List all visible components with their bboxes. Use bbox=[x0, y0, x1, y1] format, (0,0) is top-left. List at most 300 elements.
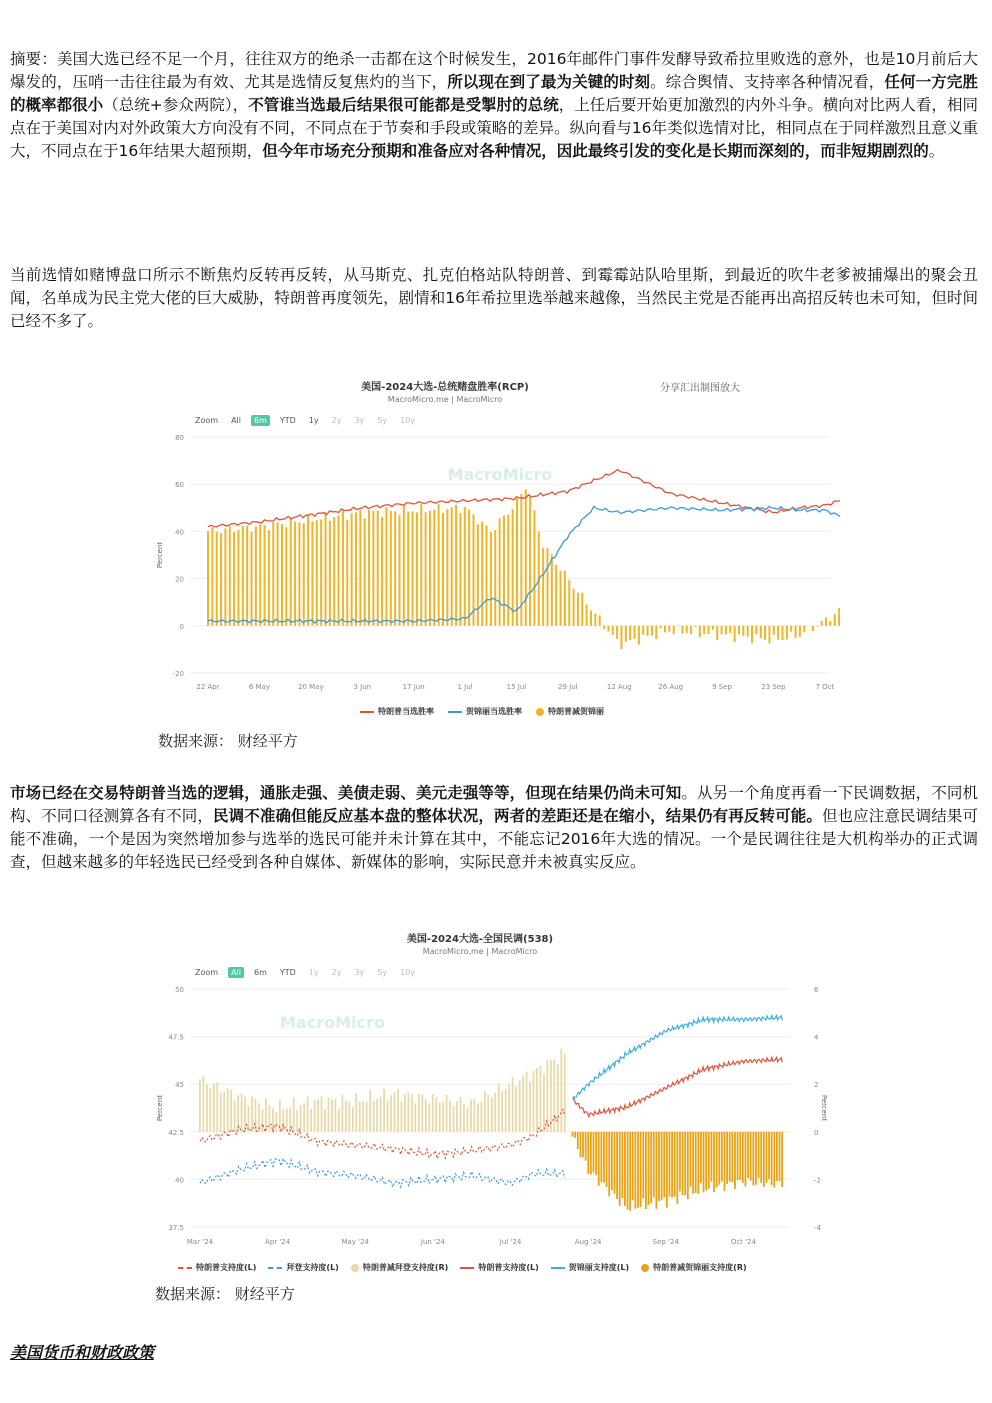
bar bbox=[298, 523, 300, 626]
trump-biden-diff-bar bbox=[425, 1099, 427, 1132]
trump-harris-diff-bar bbox=[619, 1132, 621, 1206]
trump-harris-diff-bar bbox=[653, 1132, 655, 1198]
trump-biden-diff-bar bbox=[331, 1099, 333, 1132]
x-tick-label: 29 Jul bbox=[558, 683, 578, 691]
bar bbox=[799, 626, 801, 637]
zoom-3y-button[interactable]: 3y bbox=[354, 416, 365, 425]
bar bbox=[760, 626, 762, 638]
trump-biden-diff-bar bbox=[335, 1099, 337, 1132]
bar bbox=[342, 511, 344, 626]
y-tick-label: 50 bbox=[175, 986, 184, 994]
trump-biden-diff-bar bbox=[338, 1109, 340, 1132]
trump-harris-diff-bar bbox=[642, 1132, 644, 1199]
trump-harris-diff-bar bbox=[737, 1132, 739, 1180]
chart1-source: 数据来源： 财经平方 bbox=[158, 732, 298, 750]
trump-biden-diff-bar bbox=[328, 1097, 330, 1132]
bar bbox=[368, 510, 370, 626]
bar bbox=[464, 507, 466, 626]
trump-harris-diff-bar bbox=[771, 1132, 773, 1185]
zoom-ytd-button[interactable]: YTD bbox=[279, 968, 296, 977]
trump-harris-diff-bar bbox=[745, 1132, 747, 1187]
bar bbox=[708, 626, 710, 634]
zoom-3y-button[interactable]: 3y bbox=[354, 968, 365, 977]
trump-harris-diff-bar bbox=[674, 1132, 676, 1197]
bar bbox=[207, 531, 209, 625]
trump-harris-diff-bar bbox=[734, 1132, 736, 1189]
chart-title: 美国-2024大选-总统赌盘胜率(RCP) bbox=[361, 382, 529, 393]
trump-biden-diff-bar bbox=[501, 1091, 503, 1132]
legend-swatch bbox=[360, 711, 374, 713]
chart2-source: 数据来源： 财经平方 bbox=[155, 1285, 295, 1303]
trump-harris-diff-bar bbox=[700, 1132, 702, 1183]
trump-biden-diff-bar bbox=[421, 1094, 423, 1132]
bold-text-run: 不管谁当选最后结果很可能都是受掣肘的总统 bbox=[248, 96, 559, 114]
trump-biden-diff-bar bbox=[373, 1101, 375, 1132]
trump-harris-diff-bar bbox=[710, 1132, 712, 1182]
bar bbox=[694, 626, 696, 627]
text-run: 。 bbox=[928, 142, 945, 160]
national-poll-chart bbox=[150, 922, 840, 1274]
zoom-5y-button[interactable]: 5y bbox=[377, 416, 388, 425]
zoom-1y-button[interactable]: 1y bbox=[308, 416, 319, 425]
trump-harris-diff-bar bbox=[663, 1132, 665, 1198]
bar bbox=[364, 518, 366, 626]
trump-biden-diff-bar bbox=[480, 1102, 482, 1132]
y-tick-label: 37.5 bbox=[168, 1224, 184, 1232]
trump-harris-diff-bar bbox=[703, 1132, 705, 1193]
trump-harris-diff-bar bbox=[645, 1132, 647, 1209]
text-run: 。综合舆情、支持率各种情况看， bbox=[650, 73, 885, 91]
trump-biden-diff-bar bbox=[397, 1090, 399, 1132]
trump-biden-diff-bar bbox=[529, 1081, 531, 1131]
trump-harris-diff-bar bbox=[690, 1132, 692, 1187]
trump-biden-diff-bar bbox=[324, 1109, 326, 1132]
bar bbox=[729, 626, 731, 633]
trump-harris-diff-bar bbox=[742, 1132, 744, 1183]
trump-biden-diff-bar bbox=[560, 1048, 562, 1131]
trump-harris-diff-bar bbox=[758, 1132, 760, 1178]
bar bbox=[816, 626, 818, 627]
chart2-legend bbox=[178, 1262, 747, 1273]
trump-biden-diff-bar bbox=[220, 1093, 222, 1132]
trump-biden-diff-bar bbox=[463, 1104, 465, 1132]
trump-harris-diff-bar bbox=[687, 1132, 689, 1199]
bar bbox=[782, 626, 784, 640]
trump-biden-diff-bar bbox=[418, 1094, 420, 1132]
legend-item bbox=[551, 1262, 629, 1273]
bar bbox=[438, 504, 440, 626]
trump-harris-diff-bar bbox=[760, 1132, 762, 1183]
bar bbox=[586, 605, 588, 626]
trump-harris-diff-bar bbox=[721, 1132, 723, 1182]
trump-biden-diff-bar bbox=[286, 1108, 288, 1131]
chart1-plot bbox=[150, 370, 840, 700]
bar bbox=[516, 498, 518, 626]
bold-text-run: 但今年市场充分预期和准备应对各种情况，因此最终引发的变化是长期而深刻的，而非短期剧烈的 bbox=[262, 142, 929, 160]
x-tick-label: 7 Oct bbox=[815, 683, 835, 691]
bar bbox=[655, 626, 657, 639]
bar bbox=[425, 512, 427, 626]
trump-biden-diff-bar bbox=[407, 1093, 409, 1132]
trump-biden-diff-bar bbox=[387, 1101, 389, 1132]
trump-harris-diff-bar bbox=[666, 1132, 668, 1208]
section-heading: 美国货币和财政政策 bbox=[10, 1343, 155, 1362]
legend-label: 贺锦丽当选胜率 bbox=[466, 707, 522, 716]
trump-biden-diff-bar bbox=[213, 1083, 215, 1131]
bar bbox=[560, 571, 562, 626]
bar bbox=[320, 519, 322, 625]
text-run: 。从另一个角度再看一下民调数据，不同机构、不同口径测算各有不同， bbox=[10, 784, 978, 825]
trump-harris-diff-bar bbox=[776, 1132, 778, 1181]
bar bbox=[803, 626, 805, 632]
trump-harris-diff-bar bbox=[582, 1132, 584, 1158]
bar bbox=[612, 626, 614, 635]
bar bbox=[503, 515, 505, 625]
trump-harris-diff-bar bbox=[611, 1132, 613, 1190]
biden-line bbox=[200, 1159, 565, 1188]
trump-biden-diff-bar bbox=[460, 1097, 462, 1132]
y2-tick-label: -4 bbox=[814, 1224, 821, 1232]
trump-biden-diff-bar bbox=[199, 1079, 201, 1131]
trump-harris-diff-bar bbox=[697, 1132, 699, 1194]
trump-biden-diff-bar bbox=[470, 1100, 472, 1132]
trump-biden-diff-bar bbox=[345, 1100, 347, 1131]
trump-biden-diff-bar bbox=[477, 1103, 479, 1131]
legend-swatch bbox=[460, 1267, 474, 1269]
x-tick-label: Mar '24 bbox=[186, 1238, 214, 1246]
trump-biden-diff-bar bbox=[366, 1102, 368, 1132]
trump-biden-diff-bar bbox=[317, 1099, 319, 1131]
trump-harris-diff-bar bbox=[766, 1132, 768, 1183]
trump-harris-diff-bar bbox=[724, 1132, 726, 1191]
trump-biden-diff-bar bbox=[515, 1087, 517, 1132]
bar bbox=[494, 530, 496, 626]
bar bbox=[433, 510, 435, 626]
trump-harris-diff-bar bbox=[606, 1132, 608, 1187]
trump-harris-diff-bar bbox=[593, 1132, 595, 1173]
trump-biden-diff-bar bbox=[227, 1088, 229, 1132]
trump-biden-diff-bar bbox=[401, 1102, 403, 1132]
bar bbox=[359, 510, 361, 626]
bar bbox=[351, 513, 353, 626]
trump-harris-diff-bar bbox=[648, 1132, 650, 1205]
bar bbox=[237, 530, 239, 626]
x-tick-label: 22 Apr bbox=[196, 683, 220, 691]
bar bbox=[512, 509, 514, 626]
bar bbox=[825, 618, 827, 626]
bar bbox=[338, 516, 340, 626]
trump-harris-diff-bar bbox=[676, 1132, 678, 1204]
bar bbox=[542, 548, 544, 626]
trump-biden-diff-bar bbox=[442, 1102, 444, 1131]
trump-harris-diff-bar bbox=[684, 1132, 686, 1195]
zoom-ytd-button[interactable]: YTD bbox=[279, 416, 296, 425]
trump-biden-diff-bar bbox=[519, 1081, 521, 1132]
trump-biden-diff-bar bbox=[362, 1101, 364, 1132]
trump-harris-diff-bar bbox=[574, 1132, 576, 1138]
legend-item bbox=[641, 1262, 746, 1273]
trump-harris-diff-bar bbox=[585, 1132, 587, 1161]
trump-biden-diff-bar bbox=[380, 1097, 382, 1132]
legend-item bbox=[360, 706, 434, 717]
bar bbox=[381, 517, 383, 626]
bar bbox=[555, 565, 557, 626]
trump-biden-diff-bar bbox=[536, 1068, 538, 1132]
bar bbox=[329, 521, 331, 626]
trump-biden-diff-bar bbox=[533, 1071, 535, 1132]
trump-biden-diff-bar bbox=[439, 1103, 441, 1132]
bar bbox=[307, 515, 309, 626]
bar bbox=[294, 522, 296, 626]
text-run: 但也应注意民调结果可能不准确，一个是因为突然增加参与选举的选民可能并未计算在其中，不能忘记2016年大选的情况。一个是民调往往是大机构举办的正式调查，但越来越多的年轻选民已经受到各种自媒体、新媒体的影响，实际民意并未被真实反应。 bbox=[10, 807, 978, 871]
trump-biden-diff-bar bbox=[557, 1064, 559, 1132]
trump-biden-diff-bar bbox=[310, 1109, 312, 1132]
legend-item bbox=[351, 1262, 448, 1273]
trump-biden-diff-bar bbox=[341, 1095, 343, 1132]
zoom-all-button[interactable]: All bbox=[228, 967, 244, 978]
x-tick-label: Jul '24 bbox=[499, 1238, 522, 1246]
bar bbox=[629, 626, 631, 640]
bar bbox=[673, 626, 675, 634]
bar bbox=[490, 532, 492, 626]
bar bbox=[211, 527, 213, 625]
bar bbox=[725, 626, 727, 635]
trump-biden-diff-bar bbox=[355, 1093, 357, 1132]
share-export-zoom-link[interactable]: 分享汇出制图放大 bbox=[660, 383, 740, 394]
bar bbox=[216, 532, 218, 626]
trump-biden-diff-bar bbox=[487, 1095, 489, 1132]
trump-biden-diff-bar bbox=[494, 1093, 496, 1132]
trump-harris-diff-bar bbox=[637, 1132, 639, 1208]
y2-tick-label: 0 bbox=[814, 1128, 819, 1137]
trump-harris-diff-bar bbox=[595, 1132, 597, 1175]
zoom-2y-button[interactable]: 2y bbox=[331, 416, 342, 425]
x-tick-label: 20 May bbox=[298, 683, 324, 691]
y-tick-label: 47.5 bbox=[168, 1033, 184, 1042]
betting-odds-chart bbox=[150, 370, 840, 720]
bar bbox=[768, 626, 770, 644]
bar bbox=[686, 626, 688, 633]
legend-swatch bbox=[551, 1267, 565, 1269]
trump-biden-diff-bar bbox=[428, 1103, 430, 1132]
trump-harris-diff-bar bbox=[627, 1132, 629, 1210]
trump-biden-diff-bar bbox=[241, 1094, 243, 1132]
trump-biden-diff-bar bbox=[512, 1077, 514, 1132]
bar bbox=[590, 611, 592, 626]
bar bbox=[355, 512, 357, 625]
trump-biden-diff-bar bbox=[307, 1096, 309, 1132]
bar bbox=[834, 614, 836, 626]
bar bbox=[738, 626, 740, 635]
trump-harris-diff-bar bbox=[752, 1132, 754, 1186]
bar bbox=[316, 520, 318, 626]
bar bbox=[281, 524, 283, 626]
bar bbox=[416, 512, 418, 625]
zoom-6m-button[interactable]: 6m bbox=[251, 415, 270, 426]
bar bbox=[451, 507, 453, 626]
x-tick-label: 17 Jun bbox=[402, 683, 425, 691]
text-run: ，上任后要开始更加激烈的内外斗争。横向对比两人看，相同点在于美国对内对外政策大方向没有不同，不同点在于节奏和手段或策略的差异。纵向看与16年类似选情对比，相同点在于同样激烈且意义重大，不同点在于16年结果大超预期， bbox=[10, 96, 978, 160]
bar bbox=[607, 626, 609, 632]
trump-biden-diff-bar bbox=[223, 1092, 225, 1132]
bar bbox=[568, 580, 570, 626]
trump-harris-diff-bar bbox=[682, 1132, 684, 1195]
bar bbox=[399, 515, 401, 626]
x-tick-label: 1 Jul bbox=[457, 683, 473, 691]
bar bbox=[786, 626, 788, 640]
y2-tick-label: 2 bbox=[814, 1081, 819, 1090]
bar bbox=[764, 626, 766, 640]
bar bbox=[486, 525, 488, 625]
bar bbox=[481, 521, 483, 625]
bar bbox=[599, 615, 601, 625]
trump-harris-diff-bar bbox=[695, 1132, 697, 1193]
bar bbox=[420, 504, 422, 626]
bar bbox=[259, 524, 261, 626]
legend-label: 特朗普当选胜率 bbox=[378, 707, 434, 716]
bar bbox=[829, 621, 831, 626]
trump-biden-diff-bar bbox=[491, 1097, 493, 1132]
zoom-all-button[interactable]: All bbox=[231, 416, 241, 425]
trump-biden-diff-bar bbox=[289, 1108, 291, 1132]
trump-harris-diff-bar bbox=[705, 1132, 707, 1190]
trump-harris-diff-bar bbox=[614, 1132, 616, 1194]
trump-biden-diff-bar bbox=[505, 1090, 507, 1132]
trump-biden-diff-bar bbox=[474, 1099, 476, 1132]
x-tick-label: 3 Jun bbox=[353, 683, 372, 691]
x-tick-label: 6 May bbox=[248, 683, 270, 691]
legend-item bbox=[448, 706, 522, 717]
trump-biden-diff-bar bbox=[550, 1060, 552, 1132]
bar bbox=[664, 626, 666, 633]
zoom-6m-button[interactable]: 6m bbox=[253, 968, 267, 977]
bar bbox=[412, 511, 414, 625]
x-tick-label: 26 Aug bbox=[658, 683, 684, 691]
trump-harris-diff-bar bbox=[729, 1132, 731, 1182]
trump-biden-diff-bar bbox=[414, 1103, 416, 1132]
zoom-10y-button[interactable]: 10y bbox=[400, 968, 416, 977]
text-run: （总统+参众两院）， bbox=[103, 96, 249, 114]
chart2-plot bbox=[150, 922, 840, 1257]
trump-harris-diff-bar bbox=[658, 1132, 660, 1201]
bold-text-run: 市场已经在交易特朗普当选的逻辑，通胀走强、美债走弱、美元走强等等，但现在结果仍尚未可知 bbox=[10, 784, 682, 802]
bar bbox=[246, 526, 248, 626]
bar bbox=[603, 626, 605, 629]
bar bbox=[616, 626, 618, 639]
legend-swatch bbox=[641, 1264, 649, 1272]
bar bbox=[634, 626, 636, 639]
x-tick-label: Apr '24 bbox=[265, 1238, 291, 1246]
bar bbox=[703, 626, 705, 634]
trump-biden-diff-bar bbox=[303, 1103, 305, 1132]
bar bbox=[507, 514, 509, 625]
x-tick-label: May '24 bbox=[341, 1238, 370, 1246]
bar bbox=[377, 511, 379, 626]
trump-harris-diff-bar bbox=[726, 1132, 728, 1184]
trump-harris-diff-bar bbox=[635, 1132, 637, 1209]
y-tick-label: 80 bbox=[175, 434, 184, 442]
chart1-legend bbox=[360, 706, 604, 717]
trump-biden-diff-bar bbox=[216, 1082, 218, 1132]
chart-subtitle: MacroMicro.me | MacroMicro bbox=[387, 395, 503, 404]
bar bbox=[721, 626, 723, 635]
trump-harris-diff-bar bbox=[632, 1132, 634, 1201]
bar bbox=[233, 532, 235, 626]
legend-item bbox=[178, 1262, 256, 1273]
bar bbox=[290, 518, 292, 626]
bar bbox=[325, 512, 327, 626]
bar bbox=[638, 626, 640, 645]
trump-biden-diff-bar bbox=[526, 1072, 528, 1132]
zoom-1y-button[interactable]: 1y bbox=[308, 968, 319, 977]
trump-harris-diff-bar bbox=[708, 1132, 710, 1189]
bar bbox=[499, 518, 501, 626]
trump-biden-diff-bar bbox=[244, 1097, 246, 1132]
y2-axis-label: Percent bbox=[820, 1094, 828, 1122]
trump-harris-diff-bar bbox=[755, 1132, 757, 1185]
trump-biden-diff-bar bbox=[202, 1076, 204, 1132]
trump-biden-diff-bar bbox=[321, 1097, 323, 1132]
bar bbox=[564, 571, 566, 626]
legend-swatch bbox=[448, 711, 462, 713]
bar bbox=[529, 497, 531, 626]
trump-biden-diff-bar bbox=[268, 1105, 270, 1131]
y-tick-label: 45 bbox=[175, 1081, 184, 1090]
legend-label: 拜登支持度(L) bbox=[286, 1263, 339, 1272]
trump-harris-diff-bar bbox=[572, 1132, 574, 1137]
legend-swatch bbox=[178, 1267, 192, 1269]
y-tick-label: -20 bbox=[172, 670, 184, 678]
bar bbox=[407, 511, 409, 625]
bar bbox=[742, 626, 744, 636]
bar bbox=[747, 626, 749, 637]
bar bbox=[573, 589, 575, 626]
trump-harris-diff-bar bbox=[640, 1132, 642, 1207]
legend-label: 特朗普减贺锦丽支持度(R) bbox=[653, 1263, 747, 1272]
trump-biden-diff-bar bbox=[404, 1094, 406, 1132]
y-tick-label: 20 bbox=[175, 575, 184, 584]
bar bbox=[272, 522, 274, 626]
trump-biden-diff-bar bbox=[282, 1110, 284, 1132]
trump-biden-diff-bar bbox=[498, 1084, 500, 1132]
trump-biden-diff-bar bbox=[411, 1094, 413, 1132]
y-axis-label: Percent bbox=[156, 541, 164, 569]
trump-harris-diff-bar bbox=[713, 1132, 715, 1192]
zoom-2y-button[interactable]: 2y bbox=[331, 968, 342, 977]
x-tick-label: 23 Sep bbox=[761, 683, 786, 691]
trump-harris-diff-bar bbox=[577, 1132, 579, 1149]
trump-harris-diff-bar bbox=[671, 1132, 673, 1198]
zoom-10y-button[interactable]: 10y bbox=[400, 416, 416, 425]
bar bbox=[390, 511, 392, 626]
trump-harris-diff-bar bbox=[692, 1132, 694, 1194]
legend-item bbox=[536, 706, 604, 717]
trump-biden-diff-bar bbox=[206, 1084, 208, 1132]
bar bbox=[446, 509, 448, 626]
trump-harris-diff-bar bbox=[781, 1132, 783, 1187]
bar bbox=[551, 554, 553, 625]
zoom-label: Zoom bbox=[195, 968, 219, 977]
trump-harris-diff-bar bbox=[779, 1132, 781, 1182]
zoom-5y-button[interactable]: 5y bbox=[377, 968, 388, 977]
trump-harris-diff-bar bbox=[650, 1132, 652, 1204]
legend-swatch bbox=[351, 1264, 359, 1272]
y-tick-label: 60 bbox=[175, 481, 184, 490]
trump-biden-diff-bar bbox=[449, 1100, 451, 1131]
bar bbox=[220, 533, 222, 626]
trump-biden-diff-bar bbox=[376, 1099, 378, 1132]
legend-swatch bbox=[536, 708, 544, 716]
